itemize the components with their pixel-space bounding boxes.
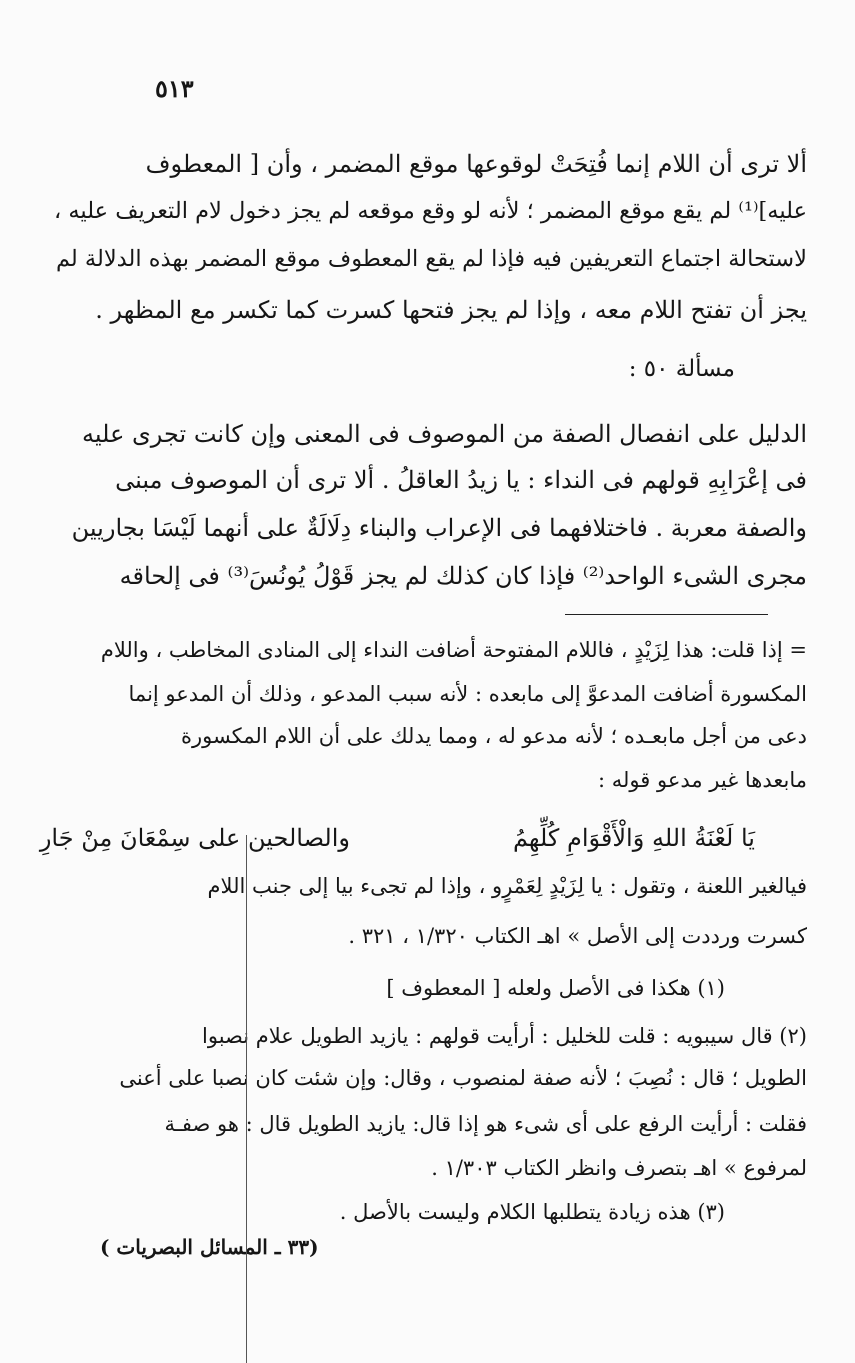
footnote-3: (٣) هذه زيادة يتطلبها الكلام وليست بالأصل . [339,1200,725,1224]
footnote-2: (٢) قال سيبويه : قلت للخليل : أرأيت قولهم : يازيد الطويل علام نصبوا [202,1024,807,1048]
verse-left-hemistich: والصالحين على سِمْعَانَ مِنْ جَارِ [39,824,350,852]
footnote-line: = إذا قلت: هذا لِزَيْدٍ ، فاللام المفتوحة أضافت النداء إلى المنادى المخاطب ، واللام [100,638,807,662]
footnote-line: المكسورة أضافت المدعوَّ إلى مابعده : لأنه سبب المدعو ، وذلك أن المدعو إنما [128,682,807,706]
footnote-2-line: الطويل ؛ قال : نُصِبَ ؛ لأنه صفة لمنصوب ، وقال: وإن شئت كان نصبا على أعنى [119,1066,807,1090]
footnote-2-line: فقلت : أرأيت الرفع على أى شىء هو إذا قال: يازيد الطويل قال : هو صفـة [164,1112,807,1136]
scan-artifact-line [246,835,247,1363]
footnote-1: (١) هكذا فى الأصل ولعله [ المعطوف ] [386,976,725,1000]
body-line: لاستحالة اجتماع التعريفين فيه فإذا لم يقع المعطوف موقع المضمر بهذه الدلالة لم [55,246,807,272]
body-line: مجرى الشىء الواحد⁽²⁾ فإذا كان كذلك لم يجز قَوْلُ يُونُسَ⁽³⁾ فى إلحاقه [119,562,807,590]
footnote-line: مابعدها غير مدعو قوله : [598,768,807,792]
running-footer: (٣٣ ـ المسائل البصريات ) [100,1235,319,1259]
body-line: يجز أن تفتح اللام معه ، وإذا لم يجز فتحها كسرت كما تكسر مع المظهر . [95,296,807,324]
body-line: عليه]⁽¹⁾ لم يقع موقع المضمر ؛ لأنه لو وقع موقعه لم يجز دخول لام التعريف عليه ، [53,198,807,224]
verse-right-hemistich: يَا لَعْنَةُ اللهِ وَالْأَقْوَامِ كُلِّهِمُ [512,824,755,852]
body-line: الدليل على انفصال الصفة من الموصوف فى المعنى وإن كانت تجرى عليه [82,420,807,448]
footnote-2-line: لمرفوع » اهـ بتصرف وانظر الكتاب ١/٣٠٣ . [431,1156,807,1180]
body-line: فى إعْرَابِهِ قولهم فى النداء : يا زيدُ العاقلُ . ألا ترى أن الموصوف مبنى [115,466,807,494]
footnote-line: فيالغير اللعنة ، وتقول : يا لِزَيْدٍ لِعَمْرٍو ، وإذا لم تجىء بيا إلى جنب اللام [207,874,807,898]
page-number: ٥١٣ [155,74,194,103]
footnote-line: كسرت ورددت إلى الأصل » اهـ الكتاب ١/٣٢٠ ، ٣٢١ . [348,924,807,948]
body-line: ألا ترى أن اللام إنما فُتِحَتْ لوقوعها موقع المضمر ، وأن [ المعطوف [145,150,807,178]
footnote-line: دعى من أجل مابعـده ؛ لأنه مدعو له ، ومما يدلك على أن اللام المكسورة [180,724,807,748]
footnote-separator [565,614,768,615]
section-heading: مسألة ٥٠ : [628,356,735,382]
body-line: والصفة معربة . فاختلافهما فى الإعراب والبناء دِلَالَةٌ على أنهما لَيْسَا بجاريين [71,514,807,542]
